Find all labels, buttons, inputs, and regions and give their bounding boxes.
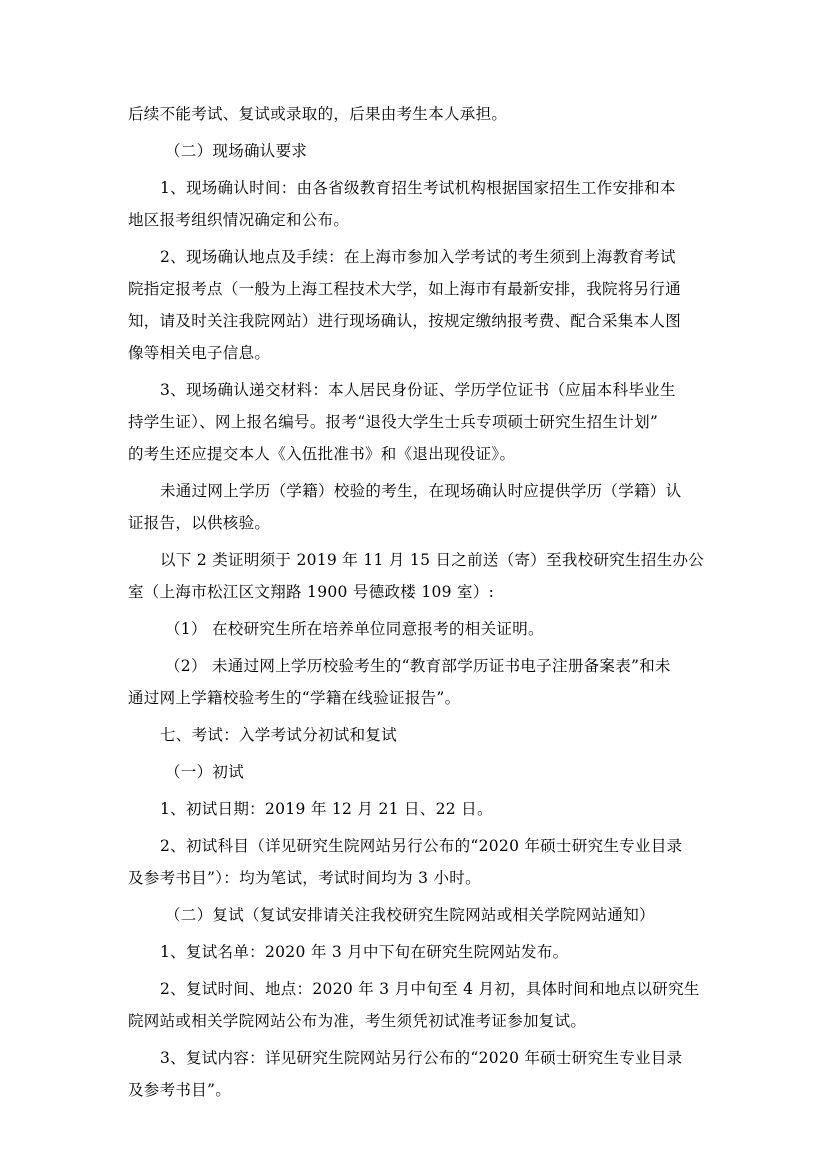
- paragraph-line: 地区报考组织情况确定和公布。: [128, 211, 350, 229]
- paragraph-line: 后续不能考试、复试或录取的，后果由考生本人承担。: [128, 105, 508, 123]
- paragraph-line: 未通过网上学历（学籍）校验的考生，在现场确认时应提供学历（学籍）认: [160, 482, 682, 500]
- section-heading: （一）初试: [165, 763, 245, 781]
- paragraph-line: 3、现场确认递交材料：本人居民身份证、学历学位证书（应届本科毕业生: [160, 381, 676, 399]
- paragraph-line: 院指定报考点（一般为上海工程技术大学，如上海市有最新安排，我院将另行通: [128, 280, 682, 298]
- paragraph-line: 以下 2 类证明须于 2019 年 11 月 15 日之前送（寄）至我校研究生招生办公: [160, 551, 705, 569]
- paragraph-line: 的考生还应提交本人《入伍批准书》和《退出现役证》。: [128, 445, 516, 463]
- section-heading: （二）现场确认要求: [165, 142, 308, 160]
- paragraph-line: 院网站或相关学院网站公布为准，考生须凭初试准考证参加复试。: [128, 1012, 587, 1030]
- paragraph-line: 像等相关电子信息。: [128, 344, 271, 362]
- paragraph-line: 知，请及时关注我院网站）进行现场确认，按规定缴纳报考费、配合采集本人图: [128, 312, 682, 330]
- section-heading: （二）复试（复试安排请关注我校研究生院网站或相关学院网站通知）: [165, 906, 655, 924]
- paragraph-line: 及参考书目”）：均为笔试，考试时间均为 3 小时。: [128, 869, 481, 887]
- list-item: （1） 在校研究生所在培养单位同意报考的相关证明。: [165, 620, 544, 638]
- paragraph-line: 1、初试日期：2019 年 12 月 21 日、22 日。: [160, 800, 493, 818]
- paragraph-line: 2、初试科目（详见研究生院网站另行公布的“2020 年硕士研究生专业目录: [160, 837, 683, 855]
- paragraph-line: 及参考书目”。: [128, 1081, 232, 1099]
- list-item: （2） 未通过网上学历校验考生的“教育部学历证书电子注册备案表”和未: [165, 657, 671, 675]
- section-heading: 七、考试：入学考试分初试和复试: [160, 726, 398, 744]
- paragraph-line: 通过网上学籍校验考生的“学籍在线验证报告”。: [128, 689, 461, 707]
- paragraph-line: 室（上海市松江区文翔路 1900 号德政楼 109 室）:: [128, 583, 495, 601]
- paragraph-line: 3、复试内容：详见研究生院网站另行公布的“2020 年硕士研究生专业目录: [160, 1049, 683, 1067]
- paragraph-line: 1、现场确认时间：由各省级教育招生考试机构根据国家招生工作安排和本: [160, 179, 676, 197]
- paragraph-line: 持学生证）、网上报名编号。报考“退役大学生士兵专项硕士研究生招生计划”: [128, 413, 659, 431]
- paragraph-line: 2、现场确认地点及手续：在上海市参加入学考试的考生须到上海教育考试: [160, 248, 676, 266]
- paragraph-line: 证报告，以供核验。: [128, 514, 271, 532]
- paragraph-line: 2、复试时间、地点：2020 年 3 月中旬至 4 月初，具体时间和地点以研究生: [160, 980, 700, 998]
- paragraph-line: 1、复试名单：2020 年 3 月中下旬在研究生院网站发布。: [160, 943, 569, 961]
